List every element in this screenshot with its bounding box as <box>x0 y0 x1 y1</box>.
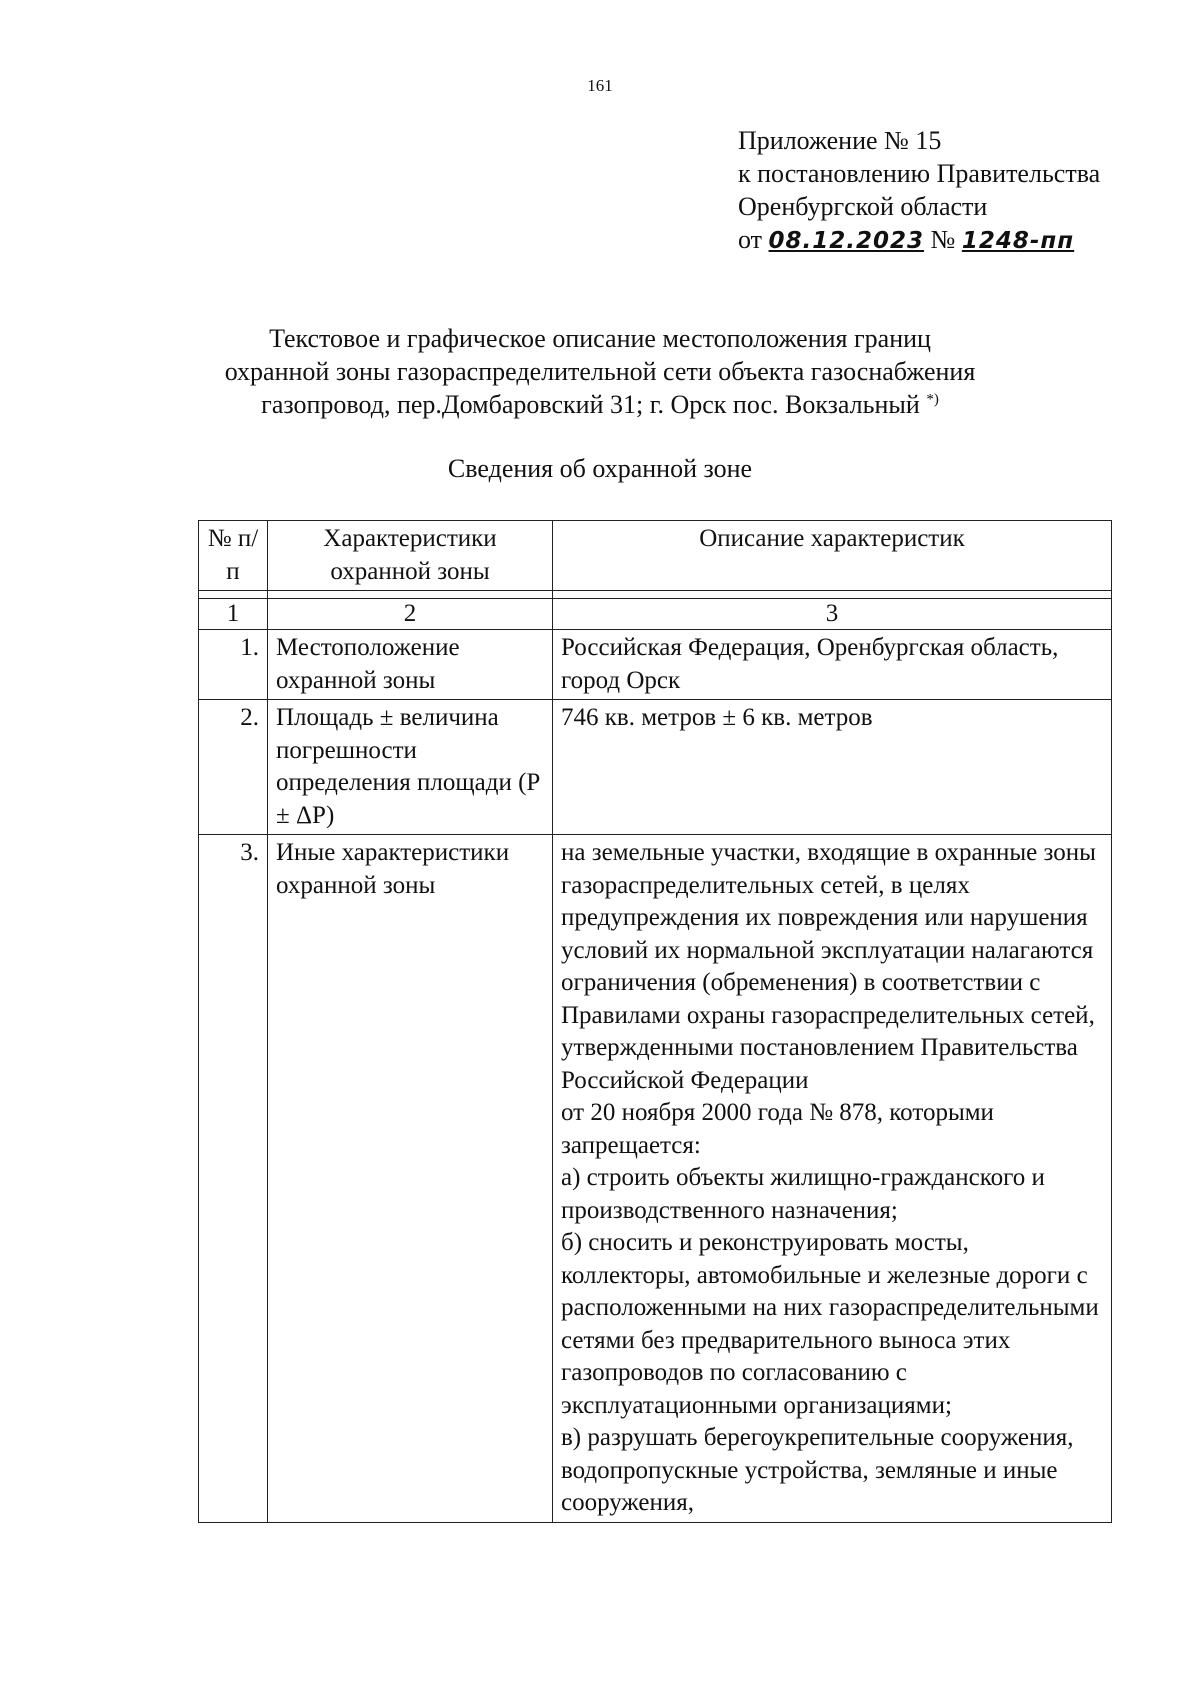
handwritten-date: 08.12.2023 <box>768 228 925 254</box>
appendix-line-2: к постановлению Правительства <box>738 159 1101 188</box>
row-characteristic: Иные характеристики охранной зоны <box>268 835 553 1523</box>
description-paragraph: в) разрушать берегоукрепительные сооружения, водопропускные устройства, земляные и иные сооружения, <box>561 1424 1074 1516</box>
row-characteristic: Местоположение охранной зоны <box>268 630 553 700</box>
row-characteristic: Площадь ± величина погрешности определения площади (P ± ΔP) <box>268 700 553 835</box>
header-cell-description: Описание характеристик <box>553 521 1112 591</box>
date-prefix: от <box>738 225 763 254</box>
footnote-mark: *) <box>926 391 939 408</box>
appendix-line-3: Оренбургской области <box>738 192 988 221</box>
appendix-block <box>738 124 1100 258</box>
row-number: 1. <box>199 630 268 700</box>
row-description <box>553 835 1112 1523</box>
appendix-date-line <box>738 223 1100 258</box>
title-line-3-text: газопровод, пер.Домбаровский 31; г. Орск пос. Вокзальный <box>261 390 920 419</box>
description-paragraph: б) сносить и реконструировать мосты, коллекторы, автомобильные и железные дороги с расположенными на них газораспределительными сетями без предварительного выноса этих газопроводов по согласованию с эксплуатационными организациями; <box>561 1229 1099 1419</box>
row-number: 3. <box>199 835 268 1523</box>
table-row <box>199 700 1112 835</box>
column-number-2: 2 <box>268 599 553 630</box>
row-description <box>553 630 1112 700</box>
number-prefix: № <box>930 225 956 254</box>
row-description <box>553 700 1112 835</box>
header-separator <box>199 591 1112 599</box>
description-paragraph: 746 кв. метров ± 6 кв. метров <box>561 704 873 731</box>
row-number: 2. <box>199 700 268 835</box>
column-number-3: 3 <box>553 599 1112 630</box>
description-paragraph: на земельные участки, входящие в охранные зоны газораспределительных сетей, в целях предупреждения их повреждения или нарушения условий их нормальной эксплуатации налагаются ограничения (обременения) в соответствии с Правилами охраны газораспределительных сетей, утвержденными постановлением Правительства Российской Федерации <box>561 839 1096 1094</box>
table-row <box>199 630 1112 700</box>
column-number-row <box>199 599 1112 630</box>
handwritten-number: 1248-пп <box>961 228 1075 254</box>
description-paragraph: Российская Федерация, Оренбургская область, город Орск <box>561 634 1059 694</box>
zone-info-table <box>198 520 1112 1523</box>
description-paragraph: от 20 ноября 2000 года № 878, которыми запрещается: <box>561 1099 994 1159</box>
title-line-1: Текстовое и графическое описание местоположения границ <box>269 324 931 353</box>
document-title <box>0 322 1200 421</box>
page-number: 161 <box>587 76 613 95</box>
title-line-3 <box>0 388 1200 421</box>
description-paragraph: а) строить объекты жилищно-гражданского и производственного назначения; <box>561 1164 1045 1224</box>
table-header-row <box>199 521 1112 591</box>
title-line-2: охранной зоны газораспределительной сети объекта газоснабжения <box>224 357 976 386</box>
header-cell-num: № п/п <box>199 521 268 591</box>
appendix-line-1: Приложение № 15 <box>738 126 942 155</box>
table-row <box>199 835 1112 1523</box>
section-subtitle: Сведения об охранной зоне <box>447 454 753 483</box>
column-number-1: 1 <box>199 599 268 630</box>
header-cell-characteristics: Характеристики охранной зоны <box>268 521 553 591</box>
